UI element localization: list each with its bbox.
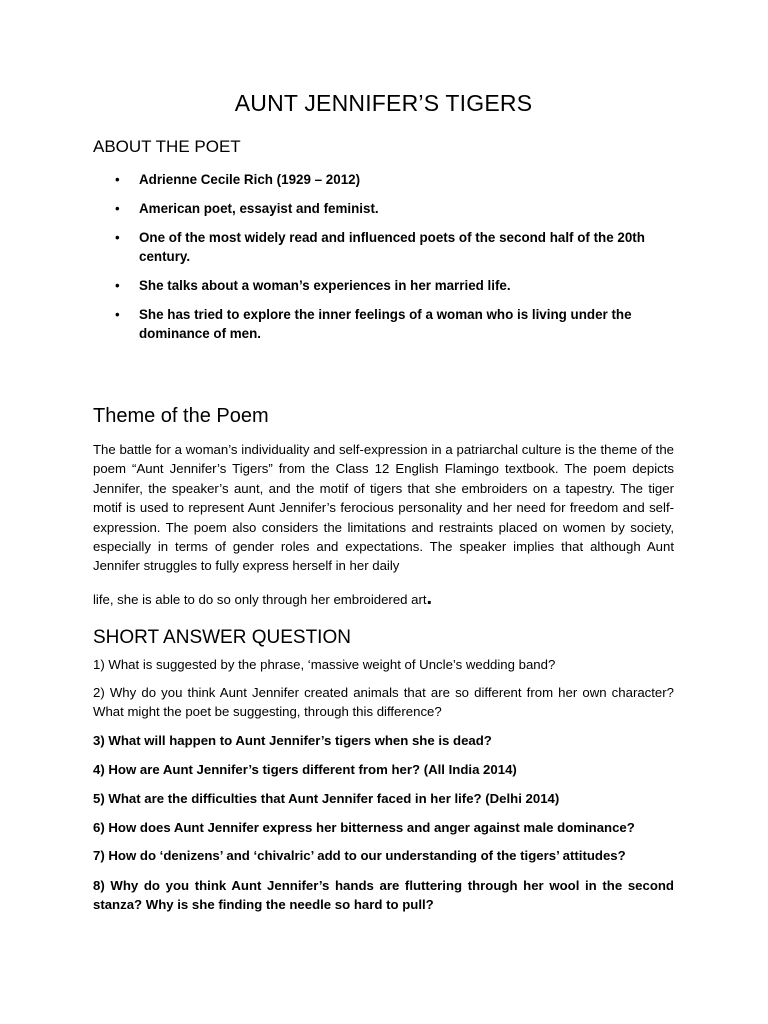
about-poet-heading: ABOUT THE POET: [93, 137, 241, 156]
short-answer-heading: SHORT ANSWER QUESTION: [93, 627, 351, 648]
list-item: [93, 276, 674, 295]
bullet-icon: •: [115, 230, 120, 245]
theme-paragraph: The battle for a woman’s individuality and self-expression in a patriarchal culture is the theme of the poem “Aunt Jennifer’s Tigers” from the Class 12 English Flamingo textbook. The poem depicts Jennifer, the speaker’s aunt, and the motif of tigers that she embroiders on a tapestry. The tiger motif is used to represent Aunt Jennifer’s ferocious personality and her need for freedom and self-expression. The poem also considers the limitations and restraints placed on women by society, especially in terms of gender roles and expectations. The speaker implies that although Aunt Jennifer struggles to fully express herself in her daily: [93, 442, 674, 574]
question-6: 6) How does Aunt Jennifer express her bitterness and anger against male dominance?: [93, 820, 635, 835]
list-item: [93, 170, 674, 189]
bullet-icon: •: [115, 278, 120, 293]
list-item-text: American poet, essayist and feminist.: [139, 201, 379, 216]
question-8: 8) Why do you think Aunt Jennifer’s hands are fluttering through her wool in the second stanza? Why is she finding the needle so hard to pull?: [93, 878, 674, 912]
theme-end-dot: .: [426, 587, 433, 609]
bullet-icon: •: [115, 172, 120, 187]
question-5: 5) What are the difficulties that Aunt Jennifer faced in her life? (Delhi 2014): [93, 791, 560, 806]
theme-heading: Theme of the Poem: [93, 405, 269, 427]
about-poet-list: [93, 170, 674, 353]
list-item: [93, 228, 674, 266]
list-item-text: She has tried to explore the inner feelings of a woman who is living under the dominance of men.: [139, 307, 632, 341]
question-7: 7) How do ‘denizens’ and ‘chivalric’ add to our understanding of the tigers’ attitudes?: [93, 848, 626, 863]
theme-last-line: life, she is able to do so only through her embroidered art: [93, 592, 427, 607]
question-4: 4) How are Aunt Jennifer’s tigers different from her? (All India 2014): [93, 762, 517, 777]
question-3: 3) What will happen to Aunt Jennifer’s tigers when she is dead?: [93, 733, 492, 748]
theme-paragraph-end: [93, 587, 674, 609]
list-item-text: One of the most widely read and influenced poets of the second half of the 20th century.: [139, 230, 645, 264]
list-item-text: Adrienne Cecile Rich (1929 – 2012): [139, 172, 361, 187]
bullet-icon: •: [115, 201, 120, 216]
bullet-icon: •: [115, 307, 120, 322]
list-item-text: She talks about a woman’s experiences in her married life.: [139, 278, 511, 293]
question-2: 2) Why do you think Aunt Jennifer created animals that are so different from her own character? What might the poet be suggesting, through this difference?: [93, 685, 674, 719]
list-item: [93, 305, 674, 343]
list-item: [93, 199, 674, 218]
document-title: AUNT JENNIFER’S TIGERS: [234, 90, 533, 116]
question-1: 1) What is suggested by the phrase, ‘massive weight of Uncle’s wedding band?: [93, 657, 556, 672]
